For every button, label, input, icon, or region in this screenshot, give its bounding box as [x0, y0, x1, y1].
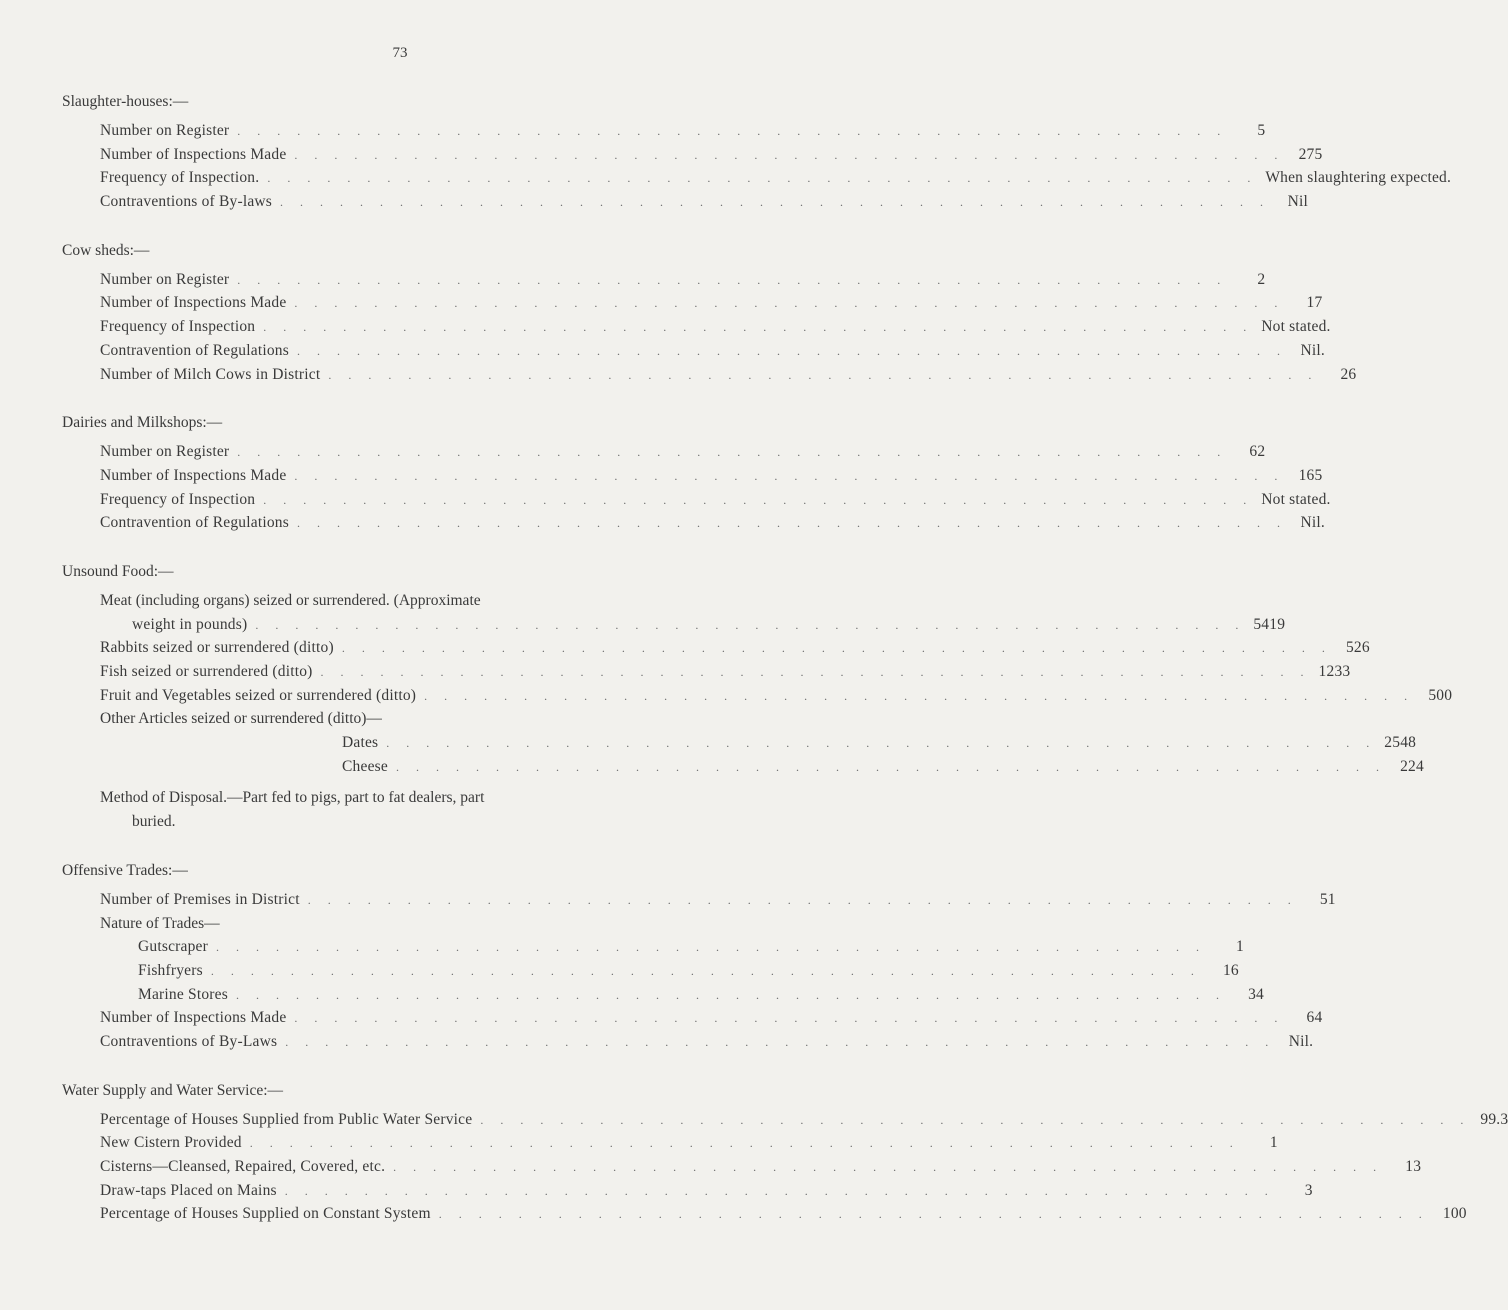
- table-row: [62, 756, 1424, 780]
- row-value: Nil.: [1300, 341, 1325, 359]
- row-label: Fruit and Vegetables seized or surrendered (ditto): [100, 686, 417, 704]
- other-articles-heading: Other Articles seized or surrendered (ditto)—: [100, 710, 382, 728]
- row-label: Number of Premises in District: [100, 890, 300, 908]
- dot-leader: . . . . . . . . . . . . . . . . . . . . . . . . . . . . . . . . . . . . . . . . . . . . . . . . . .: [263, 492, 1254, 507]
- dot-leader: . . . . . . . . . . . . . . . . . . . . . . . . . . . . . . . . . . . . . . . . . . . . . . . . . .: [297, 343, 1287, 358]
- section-unsound-food: [62, 562, 1453, 835]
- dot-leader: . . . . . . . . . . . . . . . . . . . . . . . . . . . . . . . . . . . . . . . . . . . . . . . . . .: [263, 320, 1254, 335]
- row-value: 17: [1306, 294, 1323, 312]
- row-label: Frequency of Inspection.: [100, 169, 260, 187]
- row-value: When slaughtering expected.: [1265, 169, 1452, 187]
- table-row: [62, 144, 1323, 168]
- row-label: Frequency of Inspection: [100, 318, 256, 336]
- dot-leader: . . . . . . . . . . . . . . . . . . . . . . . . . . . . . . . . . . . . . . . . . . . . . . . . . .: [386, 736, 1377, 751]
- dot-leader: . . . . . . . . . . . . . . . . . . . . . . . . . . . . . . . . . . . . . . . . . . . . . . . . . .: [237, 124, 1228, 138]
- row-value: 224: [1400, 757, 1424, 775]
- table-row: [62, 1031, 1314, 1055]
- section-heading: Unsound Food:—: [62, 562, 174, 580]
- table-row: [62, 1132, 1278, 1156]
- dot-leader: . . . . . . . . . . . . . . . . . . . . . . . . . . . . . . . . . . . . . . . . . . . . . . . . . .: [249, 1136, 1240, 1151]
- dot-leader: . . . . . . . . . . . . . . . . . . . . . . . . . . . . . . . . . . . . . . . . . . . . . . . . . .: [284, 1183, 1275, 1198]
- row-value: 16: [1222, 961, 1239, 979]
- row-value: 62: [1249, 443, 1266, 461]
- row-value: Nil.: [1288, 1032, 1314, 1050]
- section-cow-sheds: [62, 241, 1357, 387]
- section-slaughter-houses: [62, 92, 1452, 215]
- section-dairies: [62, 413, 1331, 536]
- dot-leader: . . . . . . . . . . . . . . . . . . . . . . . . . . . . . . . . . . . . . . . . . . . . . . . . . .: [393, 1160, 1384, 1174]
- dot-leader: . . . . . . . . . . . . . . . . . . . . . . . . . . . . . . . . . . . . . . . . . . . . . . . . . .: [280, 195, 1271, 210]
- row-value: 26: [1340, 365, 1357, 383]
- row-label: Fish seized or surrendered (ditto): [100, 663, 313, 680]
- table-row: [62, 614, 1286, 638]
- row-value: 165: [1298, 466, 1323, 484]
- table-row: [62, 732, 1417, 756]
- dot-leader: . . . . . . . . . . . . . . . . . . . . . . . . . . . . . . . . . . . . . . . . . . . . . . . . . .: [307, 892, 1298, 907]
- row-label: Frequency of Inspection: [100, 490, 256, 508]
- row-label: Fishfryers: [138, 961, 203, 979]
- row-label: Percentage of Houses Supplied on Constant System: [100, 1205, 431, 1223]
- table-row: [62, 191, 1309, 215]
- table-row: [62, 1203, 1467, 1227]
- row-value: Not stated.: [1261, 490, 1331, 508]
- section-heading: Offensive Trades:—: [62, 861, 188, 879]
- row-value: 1233: [1318, 663, 1351, 680]
- row-label: Marine Stores: [138, 985, 228, 1003]
- table-row: [62, 292, 1323, 316]
- dot-leader: . . . . . . . . . . . . . . . . . . . . . . . . . . . . . . . . . . . . . . . . . . . . . . . . . .: [237, 445, 1228, 460]
- row-value: 500: [1428, 686, 1453, 704]
- row-label: Dates: [342, 734, 379, 752]
- dot-leader: . . . . . . . . . . . . . . . . . . . . . . . . . . . . . . . . . . . . . . . . . . . . . . . . . .: [294, 296, 1285, 311]
- dot-leader: . . . . . . . . . . . . . . . . . . . . . . . . . . . . . . . . . . . . . . . . . . . . . . . . . .: [294, 468, 1285, 483]
- row-label: Contraventions of By-Laws: [100, 1032, 278, 1050]
- row-value: 275: [1298, 145, 1323, 163]
- dot-leader: . . . . . . . . . . . . . . . . . . . . . . . . . . . . . . . . . . . . . . . . . . . . . . . . . .: [235, 987, 1226, 1002]
- disposal-text-line: Method of Disposal.—Part fed to pigs, part to fat dealers, part: [100, 789, 485, 807]
- dot-leader: . . . . . . . . . . . . . . . . . . . . . . . . . . . . . . . . . . . . . . . . . . . . . . . . . .: [237, 272, 1228, 287]
- table-row: [62, 489, 1331, 513]
- row-label: Number of Milch Cows in District: [100, 365, 321, 383]
- row-value: 1: [1236, 938, 1244, 956]
- dot-leader: . . . . . . . . . . . . . . . . . . . . . . . . . . . . . . . . . . . . . . . . . . . . . . . . . .: [216, 940, 1206, 955]
- row-label: Number on Register: [100, 270, 230, 288]
- dot-leader: . . . . . . . . . . . . . . . . . . . . . . . . . . . . . . . . . . . . . . . . . . . . . . . . . .: [424, 688, 1415, 703]
- row-label: Rabbits seized or surrendered (ditto): [100, 639, 334, 657]
- dot-leader: . . . . . . . . . . . . . . . . . . . . . . . . . . . . . . . . . . . . . . . . . . . . . . . . . .: [285, 1034, 1276, 1049]
- section-heading: Cow sheds:—: [62, 241, 150, 259]
- row-label: Cisterns—Cleansed, Repaired, Covered, etc.: [100, 1158, 386, 1175]
- row-label: Number of Inspections Made: [100, 294, 287, 312]
- nature-of-trades-heading: Nature of Trades—: [100, 914, 220, 932]
- row-value: 34: [1248, 985, 1264, 1003]
- dot-leader: . . . . . . . . . . . . . . . . . . . . . . . . . . . . . . . . . . . . . . . . . . . . . . . . . .: [297, 516, 1287, 531]
- dot-leader: . . . . . . . . . . . . . . . . . . . . . . . . . . . . . . . . . . . . . . . . . . . . . . . . . .: [328, 367, 1319, 382]
- row-value: Not stated.: [1261, 318, 1331, 336]
- row-label: Number of Inspections Made: [100, 1009, 287, 1027]
- row-value: 3: [1304, 1181, 1313, 1199]
- section-offensive-trades: [62, 861, 1336, 1055]
- dot-leader: . . . . . . . . . . . . . . . . . . . . . . . . . . . . . . . . . . . . . . . . . . . . . . . . . .: [480, 1112, 1471, 1127]
- table-row: [62, 1156, 1422, 1180]
- row-label: Gutscraper: [138, 938, 208, 956]
- section-water-supply: [62, 1081, 1508, 1227]
- table-row: [62, 316, 1331, 340]
- table-row: [62, 637, 1370, 661]
- section-heading: Slaughter-houses:—: [62, 93, 189, 110]
- dot-leader: . . . . . . . . . . . . . . . . . . . . . . . . . . . . . . . . . . . . . . . . . . . . . . . . . .: [438, 1207, 1429, 1222]
- row-value: 1: [1269, 1134, 1278, 1152]
- dot-leader: . . . . . . . . . . . . . . . . . . . . . . . . . . . . . . . . . . . . . . . . . . . . . . . . . .: [294, 1011, 1285, 1026]
- table-row: [62, 1007, 1323, 1031]
- table-row: [62, 1109, 1508, 1133]
- dot-leader: . . . . . . . . . . . . . . . . . . . . . . . . . . . . . . . . . . . . . . . . . . . . . . . . . .: [395, 759, 1386, 774]
- row-label: Percentage of Houses Supplied from Public Water Service: [100, 1110, 473, 1128]
- row-label: Contraventions of By-laws: [100, 193, 273, 211]
- dot-leader: . . . . . . . . . . . . . . . . . . . . . . . . . . . . . . . . . . . . . . . . . . . . . . . . . .: [210, 963, 1201, 978]
- dot-leader: . . . . . . . . . . . . . . . . . . . . . . . . . . . . . . . . . . . . . . . . . . . . . . . . . .: [267, 171, 1258, 186]
- dot-leader: . . . . . . . . . . . . . . . . . . . . . . . . . . . . . . . . . . . . . . . . . . . . . . . . . .: [255, 617, 1246, 632]
- row-value: 2: [1257, 270, 1266, 288]
- row-value: 99.3: [1480, 1110, 1508, 1128]
- row-value: 2548: [1384, 734, 1417, 752]
- table-row: [62, 685, 1453, 709]
- table-row: [62, 364, 1357, 388]
- row-value: 51: [1319, 890, 1336, 908]
- row-value: Nil.: [1300, 514, 1325, 532]
- section-heading: Dairies and Milkshops:—: [62, 414, 223, 432]
- row-label: New Cistern Provided: [100, 1134, 242, 1152]
- row-value: 100: [1442, 1205, 1467, 1223]
- row-label: Contravention of Regulations: [100, 341, 289, 359]
- dot-leader: . . . . . . . . . . . . . . . . . . . . . . . . . . . . . . . . . . . . . . . . . . . . . . . . . .: [320, 665, 1311, 679]
- row-value: Nil: [1287, 193, 1309, 211]
- disposal-text-line: buried.: [132, 813, 176, 831]
- table-row: [62, 167, 1452, 191]
- table-row: [62, 889, 1336, 913]
- row-label: Draw-taps Placed on Mains: [100, 1181, 277, 1199]
- table-row: [62, 936, 1244, 960]
- report-body: [62, 92, 1508, 1253]
- row-value: 5419: [1253, 615, 1286, 633]
- table-row: [62, 269, 1266, 293]
- row-label: weight in pounds): [132, 615, 248, 633]
- row-label: Number on Register: [100, 443, 230, 461]
- table-row: [62, 512, 1325, 536]
- row-value: 13: [1405, 1158, 1422, 1175]
- dot-leader: . . . . . . . . . . . . . . . . . . . . . . . . . . . . . . . . . . . . . . . . . . . . . . . . . .: [341, 641, 1332, 656]
- table-row: [62, 120, 1266, 144]
- row-value: 5: [1257, 122, 1266, 139]
- table-row: [62, 984, 1264, 1008]
- section-heading: Water Supply and Water Service:—: [62, 1081, 284, 1099]
- table-row: [62, 340, 1325, 364]
- table-row: [62, 465, 1323, 489]
- row-value: 526: [1345, 639, 1370, 657]
- page-number: 73: [392, 45, 408, 61]
- row-label: Number of Inspections Made: [100, 466, 287, 484]
- table-row: [62, 661, 1351, 685]
- row-label: Number of Inspections Made: [100, 145, 287, 163]
- meat-text-line: Meat (including organs) seized or surrendered. (Approximate: [100, 591, 481, 609]
- table-row: [62, 441, 1266, 465]
- table-row: [62, 1180, 1313, 1204]
- row-label: Contravention of Regulations: [100, 514, 289, 532]
- table-row: [62, 960, 1239, 984]
- row-label: Number on Register: [100, 122, 230, 139]
- row-value: 64: [1306, 1009, 1323, 1027]
- row-label: Cheese: [342, 757, 388, 775]
- dot-leader: . . . . . . . . . . . . . . . . . . . . . . . . . . . . . . . . . . . . . . . . . . . . . . . . . .: [294, 147, 1285, 162]
